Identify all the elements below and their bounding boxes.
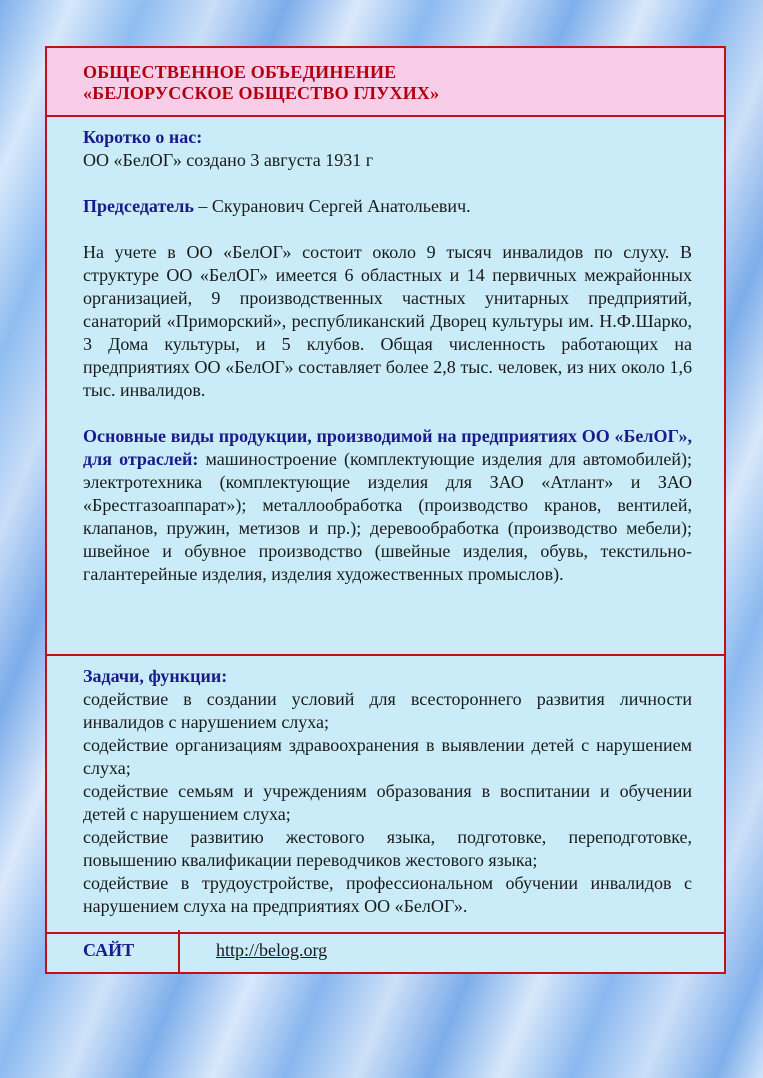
products-heading: Основные виды продукции, производимой на предприятиях ОО «БелОГ», для отраслей: (83, 426, 692, 469)
products-text: машиностроение (комплектующие изделия для автомобилей); электротехника (комплектующие изделия для ЗАО «Атлант» и ЗАО «Брестгазоаппарат»); металлообработка (производство кранов, вентилей, клапанов, пружин, метизов и пр.); деревообработка (производство мебели); швейное и обувное производство (швейные изделия, обувь, текстильно-галантерейные изделия, изделия художественных промыслов). (83, 449, 692, 584)
task-item: содействие организациям здравоохранения в выявлении детей с нарушением слуха; (83, 735, 692, 778)
about-section (83, 126, 692, 586)
founded-text: ОО «БелОГ» создано 3 августа 1931 г (83, 150, 374, 170)
title-line-1: ОБЩЕСТВЕННОЕ ОБЪЕДИНЕНИЕ (83, 62, 397, 82)
about-heading: Коротко о нас: (83, 127, 203, 147)
title-line-2: «БЕЛОРУССКОЕ ОБЩЕСТВО ГЛУХИХ» (83, 83, 440, 103)
chairman-name: – Скуранович Сергей Анатольевич. (193, 196, 471, 216)
task-item: содействие в создании условий для всестороннего развития личности инвалидов с нарушением слуха; (83, 689, 692, 732)
site-label: САЙТ (83, 940, 135, 960)
info-card (45, 46, 726, 974)
tasks-section (83, 665, 692, 918)
site-row (47, 930, 724, 972)
site-link[interactable]: http://belog.org (216, 940, 328, 960)
task-item: содействие в трудоустройстве, профессиональном обучении инвалидов с нарушением слуха на предприятиях ОО «БелОГ». (83, 873, 692, 916)
task-item: содействие семьям и учреждениям образования в воспитании и обучении детей с нарушением слуха; (83, 781, 692, 824)
section-divider (47, 654, 724, 656)
header (47, 48, 724, 117)
structure-text: На учете в ОО «БелОГ» состоит около 9 тысяч инвалидов по слуху. В структуре ОО «БелОГ» имеется 6 областных и 14 первичных межрайонных организацией, 9 производственных частных унитарных предприятий, санаторий «Приморский», республиканский Дворец культуры им. Н.Ф.Шарко, 3 Дома культуры, и 5 клубов. Общая численность работающих на предприятиях ОО «БелОГ» составляет более 2,8 тыс. человек, из них около 1,6 тыс. инвалидов. (83, 242, 692, 400)
tasks-heading: Задачи, функции: (83, 666, 228, 686)
task-item: содействие развитию жестового языка, подготовке, переподготовке, повышению квалификации переводчиков жестового языка; (83, 827, 692, 870)
chairman-label: Председатель (83, 196, 194, 216)
products-paragraph (83, 425, 692, 586)
site-separator (178, 930, 180, 972)
chairman-line (83, 195, 692, 218)
